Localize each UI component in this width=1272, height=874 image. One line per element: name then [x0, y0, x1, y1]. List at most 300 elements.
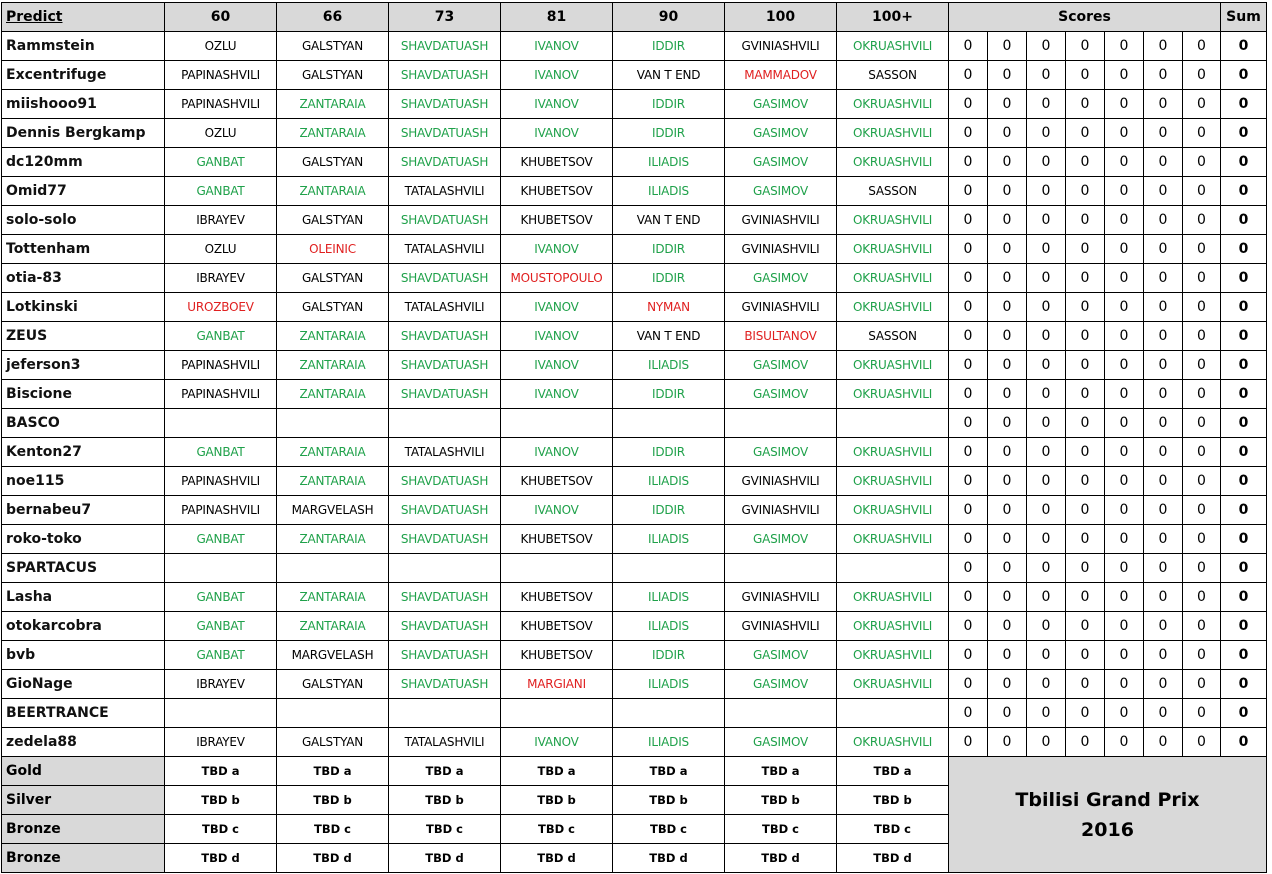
pick-cell: [277, 554, 389, 583]
pick-cell: GANBAT: [165, 525, 277, 554]
score-cell: 0: [988, 699, 1027, 728]
score-cell: 0: [988, 670, 1027, 699]
score-cell: 0: [988, 351, 1027, 380]
pick-cell: OKRUASHVILI: [837, 496, 949, 525]
table-row: [2, 322, 1267, 351]
pick-cell: [501, 409, 613, 438]
score-cell: 0: [988, 409, 1027, 438]
score-cell: 0: [1105, 32, 1144, 61]
score-cell: 0: [1144, 409, 1183, 438]
pick-cell: GANBAT: [165, 612, 277, 641]
sum-cell: 0: [1221, 119, 1267, 148]
medal-row: [2, 757, 1267, 786]
score-cell: 0: [949, 206, 988, 235]
pick-cell: TATALASHVILI: [389, 293, 501, 322]
score-cell: 0: [949, 409, 988, 438]
predict-header: Predict: [2, 3, 165, 32]
sum-cell: 0: [1221, 670, 1267, 699]
medal-value: TBD c: [277, 815, 389, 844]
score-cell: 0: [949, 496, 988, 525]
score-cell: 0: [1105, 119, 1144, 148]
sum-cell: 0: [1221, 380, 1267, 409]
pick-cell: OKRUASHVILI: [837, 32, 949, 61]
score-cell: 0: [1144, 670, 1183, 699]
pick-cell: ZANTARAIA: [277, 583, 389, 612]
medal-value: TBD a: [501, 757, 613, 786]
score-cell: 0: [1066, 293, 1105, 322]
score-cell: 0: [1183, 612, 1221, 641]
medal-value: TBD d: [165, 844, 277, 873]
sum-cell: 0: [1221, 467, 1267, 496]
score-cell: 0: [1066, 32, 1105, 61]
score-cell: 0: [1144, 728, 1183, 757]
score-cell: 0: [1027, 467, 1066, 496]
player-name: bernabeu7: [2, 496, 165, 525]
score-cell: 0: [1183, 583, 1221, 612]
score-cell: 0: [1105, 148, 1144, 177]
score-cell: 0: [1105, 90, 1144, 119]
score-cell: 0: [1183, 32, 1221, 61]
score-cell: 0: [1027, 409, 1066, 438]
medal-value: TBD c: [837, 815, 949, 844]
score-cell: 0: [1144, 90, 1183, 119]
score-cell: 0: [1066, 90, 1105, 119]
pick-cell: GALSTYAN: [277, 32, 389, 61]
pick-cell: [725, 554, 837, 583]
score-cell: 0: [1183, 699, 1221, 728]
sum-cell: 0: [1221, 90, 1267, 119]
pick-cell: IBRAYEV: [165, 264, 277, 293]
score-cell: 0: [1183, 264, 1221, 293]
score-cell: 0: [1027, 119, 1066, 148]
pick-cell: GASIMOV: [725, 438, 837, 467]
pick-cell: SHAVDATUASH: [389, 583, 501, 612]
score-cell: 0: [1144, 119, 1183, 148]
score-cell: 0: [949, 322, 988, 351]
player-name: otia-83: [2, 264, 165, 293]
pick-cell: GVINIASHVILI: [725, 467, 837, 496]
player-name: roko-toko: [2, 525, 165, 554]
pick-cell: GALSTYAN: [277, 148, 389, 177]
pick-cell: ZANTARAIA: [277, 322, 389, 351]
pick-cell: SHAVDATUASH: [389, 351, 501, 380]
table-row: [2, 438, 1267, 467]
score-cell: 0: [1183, 351, 1221, 380]
score-cell: 0: [1144, 554, 1183, 583]
pick-cell: GVINIASHVILI: [725, 612, 837, 641]
score-cell: 0: [949, 177, 988, 206]
score-cell: 0: [1105, 322, 1144, 351]
score-cell: 0: [988, 641, 1027, 670]
score-cell: 0: [1144, 583, 1183, 612]
score-cell: 0: [988, 612, 1027, 641]
pick-cell: OKRUASHVILI: [837, 467, 949, 496]
pick-cell: GALSTYAN: [277, 293, 389, 322]
pick-cell: OKRUASHVILI: [837, 264, 949, 293]
medal-value: TBD b: [613, 786, 725, 815]
pick-cell: GASIMOV: [725, 380, 837, 409]
score-cell: 0: [1144, 380, 1183, 409]
sum-cell: 0: [1221, 148, 1267, 177]
medal-value: TBD b: [277, 786, 389, 815]
table-row: [2, 177, 1267, 206]
pick-cell: MOUSTOPOULO: [501, 264, 613, 293]
score-cell: 0: [1183, 90, 1221, 119]
score-cell: 0: [1183, 322, 1221, 351]
score-cell: 0: [1066, 525, 1105, 554]
score-cell: 0: [1183, 525, 1221, 554]
score-cell: 0: [1144, 699, 1183, 728]
score-cell: 0: [1027, 525, 1066, 554]
pick-cell: ILIADIS: [613, 148, 725, 177]
table-row: [2, 119, 1267, 148]
pick-cell: OLEINIC: [277, 235, 389, 264]
pick-cell: OKRUASHVILI: [837, 612, 949, 641]
sum-cell: 0: [1221, 728, 1267, 757]
score-cell: 0: [1144, 148, 1183, 177]
score-cell: 0: [1066, 61, 1105, 90]
player-name: Kenton27: [2, 438, 165, 467]
player-name: Rammstein: [2, 32, 165, 61]
score-cell: 0: [1183, 409, 1221, 438]
player-name: Biscione: [2, 380, 165, 409]
medal-value: TBD b: [837, 786, 949, 815]
pick-cell: KHUBETSOV: [501, 177, 613, 206]
score-cell: 0: [1105, 583, 1144, 612]
score-cell: 0: [1066, 351, 1105, 380]
table-row: [2, 641, 1267, 670]
score-cell: 0: [949, 583, 988, 612]
pick-cell: IVANOV: [501, 351, 613, 380]
medal-value: TBD a: [165, 757, 277, 786]
table-row: [2, 206, 1267, 235]
pick-cell: SHAVDATUASH: [389, 206, 501, 235]
sum-cell: 0: [1221, 206, 1267, 235]
sum-cell: 0: [1221, 699, 1267, 728]
pick-cell: SASSON: [837, 322, 949, 351]
table-row: [2, 583, 1267, 612]
medal-value: TBD c: [725, 815, 837, 844]
score-cell: 0: [1144, 32, 1183, 61]
pick-cell: SHAVDATUASH: [389, 264, 501, 293]
score-cell: 0: [1105, 496, 1144, 525]
table-row: [2, 380, 1267, 409]
pick-cell: IDDIR: [613, 380, 725, 409]
score-cell: 0: [1105, 351, 1144, 380]
score-cell: 0: [1066, 235, 1105, 264]
category-header: 73: [389, 3, 501, 32]
pick-cell: IVANOV: [501, 61, 613, 90]
pick-cell: [277, 409, 389, 438]
medal-label: Bronze: [2, 844, 165, 873]
score-cell: 0: [1027, 380, 1066, 409]
score-cell: 0: [1144, 322, 1183, 351]
pick-cell: GALSTYAN: [277, 206, 389, 235]
pick-cell: KHUBETSOV: [501, 525, 613, 554]
player-name: Lotkinski: [2, 293, 165, 322]
pick-cell: GALSTYAN: [277, 264, 389, 293]
score-cell: 0: [1144, 235, 1183, 264]
medal-value: TBD d: [389, 844, 501, 873]
score-cell: 0: [1066, 496, 1105, 525]
score-cell: 0: [1183, 235, 1221, 264]
pick-cell: [837, 699, 949, 728]
pick-cell: OZLU: [165, 32, 277, 61]
pick-cell: VAN T END: [613, 61, 725, 90]
pick-cell: KHUBETSOV: [501, 467, 613, 496]
pick-cell: ZANTARAIA: [277, 351, 389, 380]
sum-cell: 0: [1221, 438, 1267, 467]
pick-cell: GANBAT: [165, 322, 277, 351]
score-cell: 0: [1144, 496, 1183, 525]
score-cell: 0: [1027, 583, 1066, 612]
score-cell: 0: [988, 293, 1027, 322]
sum-cell: 0: [1221, 177, 1267, 206]
score-cell: 0: [1105, 670, 1144, 699]
pick-cell: SHAVDATUASH: [389, 641, 501, 670]
pick-cell: OKRUASHVILI: [837, 583, 949, 612]
score-cell: 0: [1183, 177, 1221, 206]
score-cell: 0: [949, 32, 988, 61]
score-cell: 0: [1027, 293, 1066, 322]
score-cell: 0: [1105, 206, 1144, 235]
pick-cell: OKRUASHVILI: [837, 351, 949, 380]
pick-cell: GANBAT: [165, 641, 277, 670]
score-cell: 0: [1183, 554, 1221, 583]
score-cell: 0: [988, 525, 1027, 554]
pick-cell: SHAVDATUASH: [389, 612, 501, 641]
score-cell: 0: [1183, 380, 1221, 409]
score-cell: 0: [988, 119, 1027, 148]
tournament-year: 2016: [1081, 818, 1134, 841]
score-cell: 0: [1027, 699, 1066, 728]
sum-cell: 0: [1221, 32, 1267, 61]
score-cell: 0: [1183, 467, 1221, 496]
player-name: Lasha: [2, 583, 165, 612]
medal-value: TBD d: [613, 844, 725, 873]
pick-cell: IDDIR: [613, 119, 725, 148]
pick-cell: IVANOV: [501, 322, 613, 351]
pick-cell: KHUBETSOV: [501, 148, 613, 177]
pick-cell: IDDIR: [613, 90, 725, 119]
score-cell: 0: [988, 61, 1027, 90]
score-cell: 0: [1066, 148, 1105, 177]
score-cell: 0: [949, 90, 988, 119]
score-cell: 0: [988, 32, 1027, 61]
pick-cell: GALSTYAN: [277, 61, 389, 90]
table-row: [2, 467, 1267, 496]
medal-value: TBD b: [725, 786, 837, 815]
pick-cell: IBRAYEV: [165, 670, 277, 699]
score-cell: 0: [1183, 641, 1221, 670]
sum-cell: 0: [1221, 264, 1267, 293]
sum-cell: 0: [1221, 235, 1267, 264]
pick-cell: ILIADIS: [613, 670, 725, 699]
pick-cell: ZANTARAIA: [277, 467, 389, 496]
pick-cell: IVANOV: [501, 32, 613, 61]
score-cell: 0: [988, 554, 1027, 583]
sum-header: Sum: [1221, 3, 1267, 32]
pick-cell: VAN T END: [613, 206, 725, 235]
score-cell: 0: [949, 351, 988, 380]
pick-cell: OKRUASHVILI: [837, 380, 949, 409]
score-cell: 0: [1144, 264, 1183, 293]
pick-cell: IVANOV: [501, 119, 613, 148]
sum-cell: 0: [1221, 293, 1267, 322]
score-cell: 0: [1105, 612, 1144, 641]
score-cell: 0: [1027, 32, 1066, 61]
player-name: dc120mm: [2, 148, 165, 177]
pick-cell: MARGVELASH: [277, 641, 389, 670]
score-cell: 0: [949, 612, 988, 641]
pick-cell: SHAVDATUASH: [389, 496, 501, 525]
player-name: miishooo91: [2, 90, 165, 119]
pick-cell: OKRUASHVILI: [837, 670, 949, 699]
medal-value: TBD a: [389, 757, 501, 786]
score-cell: 0: [1144, 525, 1183, 554]
score-cell: 0: [1105, 61, 1144, 90]
score-cell: 0: [1066, 322, 1105, 351]
medal-value: TBD c: [501, 815, 613, 844]
medal-value: TBD d: [837, 844, 949, 873]
score-cell: 0: [988, 177, 1027, 206]
score-cell: 0: [1183, 438, 1221, 467]
score-cell: 0: [1183, 670, 1221, 699]
player-name: SPARTACUS: [2, 554, 165, 583]
score-cell: 0: [1105, 380, 1144, 409]
sum-cell: 0: [1221, 641, 1267, 670]
pick-cell: MAMMADOV: [725, 61, 837, 90]
sum-cell: 0: [1221, 612, 1267, 641]
pick-cell: GASIMOV: [725, 641, 837, 670]
medal-value: TBD b: [165, 786, 277, 815]
player-name: zedela88: [2, 728, 165, 757]
pick-cell: ILIADIS: [613, 583, 725, 612]
pick-cell: KHUBETSOV: [501, 612, 613, 641]
score-cell: 0: [1027, 264, 1066, 293]
pick-cell: BISULTANOV: [725, 322, 837, 351]
pick-cell: PAPINASHVILI: [165, 496, 277, 525]
pick-cell: [613, 409, 725, 438]
medal-label: Silver: [2, 786, 165, 815]
score-cell: 0: [949, 148, 988, 177]
pick-cell: IDDIR: [613, 32, 725, 61]
score-cell: 0: [1027, 641, 1066, 670]
pick-cell: [165, 409, 277, 438]
pick-cell: GALSTYAN: [277, 670, 389, 699]
score-cell: 0: [949, 293, 988, 322]
score-cell: 0: [1066, 177, 1105, 206]
score-cell: 0: [1105, 438, 1144, 467]
category-header: 60: [165, 3, 277, 32]
score-cell: 0: [988, 438, 1027, 467]
pick-cell: VAN T END: [613, 322, 725, 351]
pick-cell: GASIMOV: [725, 351, 837, 380]
pick-cell: [501, 699, 613, 728]
pick-cell: GVINIASHVILI: [725, 206, 837, 235]
pick-cell: ZANTARAIA: [277, 119, 389, 148]
score-cell: 0: [1183, 496, 1221, 525]
pick-cell: GVINIASHVILI: [725, 235, 837, 264]
medal-value: TBD c: [389, 815, 501, 844]
table-row: [2, 235, 1267, 264]
pick-cell: IBRAYEV: [165, 728, 277, 757]
category-header: 66: [277, 3, 389, 32]
pick-cell: OKRUASHVILI: [837, 206, 949, 235]
score-cell: 0: [1105, 235, 1144, 264]
score-cell: 0: [988, 148, 1027, 177]
pick-cell: OKRUASHVILI: [837, 235, 949, 264]
pick-cell: PAPINASHVILI: [165, 467, 277, 496]
pick-cell: IVANOV: [501, 90, 613, 119]
score-cell: 0: [1027, 148, 1066, 177]
score-cell: 0: [1183, 119, 1221, 148]
pick-cell: ZANTARAIA: [277, 525, 389, 554]
score-cell: 0: [1105, 728, 1144, 757]
score-cell: 0: [988, 206, 1027, 235]
table-row: [2, 61, 1267, 90]
score-cell: 0: [1027, 612, 1066, 641]
score-cell: 0: [1144, 61, 1183, 90]
score-cell: 0: [1144, 641, 1183, 670]
pick-cell: ZANTARAIA: [277, 177, 389, 206]
player-name: Excentrifuge: [2, 61, 165, 90]
pick-cell: TATALASHVILI: [389, 438, 501, 467]
pick-cell: TATALASHVILI: [389, 728, 501, 757]
score-cell: 0: [1066, 206, 1105, 235]
pick-cell: OKRUASHVILI: [837, 148, 949, 177]
player-name: Omid77: [2, 177, 165, 206]
player-name: bvb: [2, 641, 165, 670]
score-cell: 0: [1105, 177, 1144, 206]
score-cell: 0: [949, 670, 988, 699]
pick-cell: GASIMOV: [725, 90, 837, 119]
pick-cell: IVANOV: [501, 235, 613, 264]
sum-cell: 0: [1221, 351, 1267, 380]
pick-cell: SHAVDATUASH: [389, 90, 501, 119]
medal-value: TBD d: [501, 844, 613, 873]
pick-cell: OKRUASHVILI: [837, 90, 949, 119]
pick-cell: ZANTARAIA: [277, 380, 389, 409]
pick-cell: ZANTARAIA: [277, 438, 389, 467]
pick-cell: [725, 409, 837, 438]
score-cell: 0: [988, 467, 1027, 496]
pick-cell: PAPINASHVILI: [165, 61, 277, 90]
pick-cell: [389, 554, 501, 583]
score-cell: 0: [1066, 612, 1105, 641]
pick-cell: GASIMOV: [725, 525, 837, 554]
score-cell: 0: [1144, 438, 1183, 467]
pick-cell: IBRAYEV: [165, 206, 277, 235]
pick-cell: GVINIASHVILI: [725, 293, 837, 322]
medal-value: TBD b: [389, 786, 501, 815]
pick-cell: PAPINASHVILI: [165, 90, 277, 119]
score-cell: 0: [1027, 496, 1066, 525]
medal-value: TBD d: [277, 844, 389, 873]
pick-cell: IVANOV: [501, 293, 613, 322]
score-cell: 0: [1183, 728, 1221, 757]
pick-cell: ZANTARAIA: [277, 90, 389, 119]
table-row: [2, 699, 1267, 728]
score-cell: 0: [1066, 699, 1105, 728]
score-cell: 0: [949, 699, 988, 728]
score-cell: 0: [1027, 670, 1066, 699]
pick-cell: SHAVDATUASH: [389, 61, 501, 90]
pick-cell: UROZBOEV: [165, 293, 277, 322]
pick-cell: OKRUASHVILI: [837, 641, 949, 670]
score-cell: 0: [1066, 583, 1105, 612]
pick-cell: GALSTYAN: [277, 728, 389, 757]
